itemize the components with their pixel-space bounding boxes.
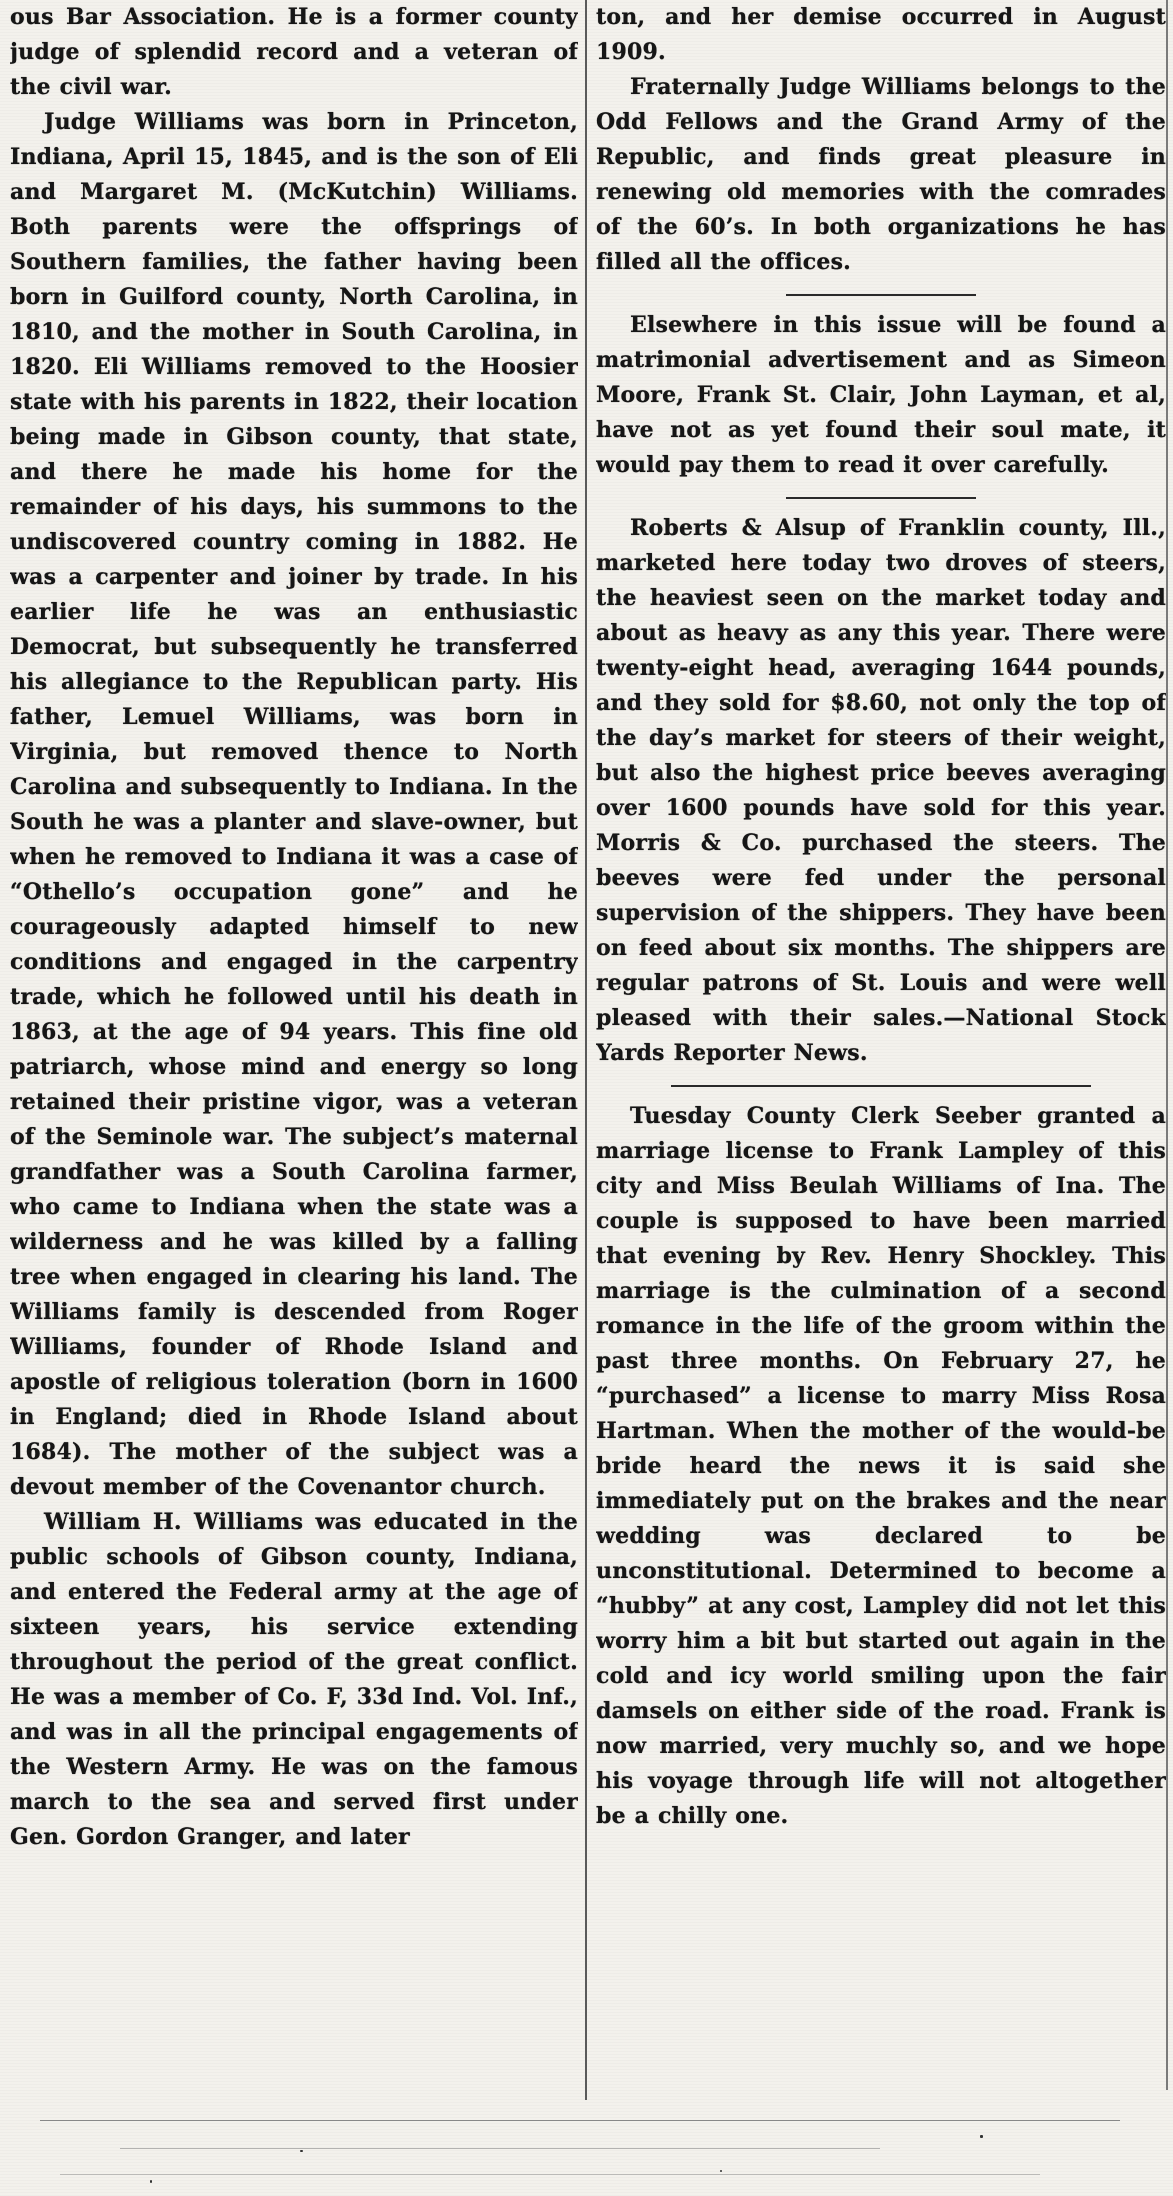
column-divider	[585, 0, 587, 2100]
steers-market-paragraph: Roberts & Alsup of Franklin county, Ill., marketed here today two droves of steers, the heaviest seen on the market today and about as heavy as any this year. There were twenty-eight head, averaging 1644 pounds, and they sold for $8.60, not only the top of the day’s market for steers of their weight, but also the highest price beeves averaging over 1600 pounds have sold for this year. Morris & Co. purchased the steers. The beeves were fed under the personal supervision of the shippers. They have been on feed about six months. The shippers are regular patrons of St. Louis and were well pleased with their sales.—National Stock Yards Reporter News.	[596, 515, 1166, 1066]
right-column	[596, 0, 1166, 2090]
scan-noise-line	[40, 2120, 1120, 2121]
scan-speck	[300, 2150, 303, 2152]
right-edge-rule	[1166, 0, 1168, 2090]
scan-noise-line	[120, 2148, 880, 2149]
separator-rule	[671, 1085, 1091, 1087]
matrimonial-notice-paragraph: Elsewhere in this issue will be found a matrimonial advertisement and as Simeon Moore, Frank St. Clair, John Layman, et al, have not as yet found their soul mate, it would pay them to read it over carefully.	[596, 312, 1166, 478]
education-army-paragraph: William H. Williams was educated in the public schools of Gibson county, Indiana, and entered the Federal army at the age of sixteen years, his service extending throughout the period of the great conflict. He was a member of Co. F, 33d Ind. Vol. Inf., and was in all the principal engagements of the Western Army. He was on the famous march to the sea and served first under Gen. Gordon Granger, and later	[10, 1509, 578, 1850]
fraternal-paragraph: Fraternally Judge Williams belongs to the Odd Fellows and the Grand Army of the Republic, and finds great pleasure in renewing old memories with the comrades of the 60’s. In both organizations he has filled all the offices.	[596, 74, 1166, 275]
bar-association-paragraph: ous Bar Association. He is a former county judge of splendid record and a veteran of the civil war.	[10, 4, 578, 100]
scan-speck	[720, 2170, 722, 2172]
separator-rule	[786, 497, 976, 499]
scan-speck	[980, 2135, 983, 2138]
birth-family-paragraph: Judge Williams was born in Princeton, Indiana, April 15, 1845, and is the son of Eli and Margaret M. (McKutchin) Williams. Both parents were the offsprings of Southern families, the father having been born in Guilford county, North Carolina, in 1810, and the mother in South Carolina, in 1820. Eli Williams removed to the Hoosier state with his parents in 1822, their location being made in Gibson county, that state, and there he made his home for the remainder of his days, his summons to the undiscovered country coming in 1882. He was a carpenter and joiner by trade. In his earlier life he was an enthusiastic Democrat, but subsequently he transferred his allegiance to the Republican party. His father, Lemuel Williams, was born in Virginia, but removed thence to North Carolina and subsequently to Indiana. In the South he was a planter and slave-owner, but when he removed to Indiana it was a case of “Othello’s occupation gone” and he courageously adapted himself to new conditions and engaged in the carpentry trade, which he followed until his death in 1863, at the age of 94 years. This fine old patriarch, whose mind and energy so long retained their pristine vigor, was a veteran of the Seminole war. The subject’s maternal grandfather was a South Carolina farmer, who came to Indiana when the state was a wilderness and he was killed by a falling tree when engaged in clearing his land. The Williams family is descended from Roger Williams, founder of Rhode Island and apostle of religious toleration (born in 1600 in England; died in Rhode Island about 1684). The mother of the subject was a devout member of the Covenantor church.	[10, 109, 578, 1500]
demise-paragraph: ton, and her demise occurred in August 1909.	[596, 4, 1166, 65]
separator-rule	[786, 294, 976, 296]
scan-speck	[150, 2180, 152, 2183]
left-column	[10, 0, 578, 2090]
marriage-license-paragraph: Tuesday County Clerk Seeber granted a marriage license to Frank Lampley of this city and Miss Beulah Williams of Ina. The couple is supposed to have been married that evening by Rev. Henry Shockley. This marriage is the culmination of a second romance in the life of the groom within the past three months. On February 27, he “purchased” a license to marry Miss Rosa Hartman. When the mother of the would-be bride heard the news it is said she immediately put on the brakes and the near wedding was declared to be unconstitutional. Determined to become a “hubby” at any cost, Lampley did not let this worry him a bit but started out again in the cold and icy world smiling upon the fair damsels on either side of the road. Frank is now married, very muchly so, and we hope his voyage through life will not altogether be a chilly one.	[596, 1103, 1166, 1829]
scan-margin-noise	[0, 2110, 1173, 2196]
scan-noise-line	[60, 2174, 1040, 2175]
